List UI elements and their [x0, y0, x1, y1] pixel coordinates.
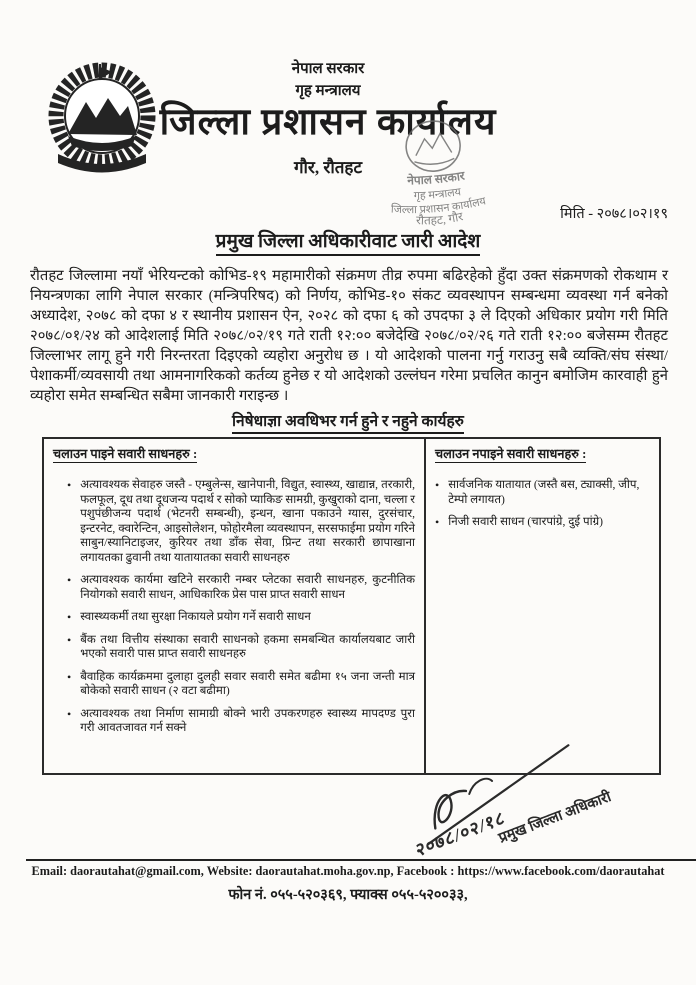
bullet-icon: •: [67, 669, 72, 684]
list-item: [435, 515, 650, 530]
stamp-line-government: नेपाल सरकार: [407, 168, 466, 188]
order-title-text: प्रमुख जिल्ला अधिकारीवाट जारी आदेश: [216, 231, 481, 256]
list-item: [53, 610, 415, 625]
bullet-icon: •: [67, 478, 72, 492]
svg-text:गृह मन्त्रालय: [413, 186, 463, 203]
list-item-text: अत्यावश्यक तथा निर्माण सामाग्री बोक्ने भारी उपकरणहरु स्वास्थ्य मापदण्ड पुरा गरी आवतजावत गर्न सक्ने: [80, 706, 415, 734]
bullet-icon: •: [67, 573, 72, 587]
bullet-icon: •: [435, 478, 440, 492]
stamp-line-office: जिल्ला प्रशासन कार्यालय: [390, 195, 488, 217]
list-item: [53, 670, 415, 699]
list-item-text: स्वास्थ्यकर्मी तथा सुरक्षा निकायले प्रयोग गर्ने सवारी साधन: [80, 610, 311, 623]
stamp-line-location: रौतहट, गौर: [415, 209, 465, 228]
office-round-stamp: [347, 111, 525, 247]
list-item-text: बैंक तथा वित्तीय संस्थाका सवारी साधनको हकमा समबन्धित कार्यालयबाट जारी भएको सवारी पास प्राप्त सवारी साधनहरु: [80, 632, 415, 660]
document-date: मिति - २०७८।०२।१९: [560, 206, 668, 222]
footer-phone-line: फोन नं. ०५५-५२०३६९, फ्याक्स ०५५-५२००३३,: [228, 887, 468, 903]
order-body-paragraph: रौतहट जिल्लामा नयाँ भेरियन्टको कोभिड-१९ महामारीको संक्रमण तीव्र रुपमा बढिरहेको हुँदा उक्त संक्रमणको रोकथाम र नियन्त्रणका लागि नेपाल सरकार (मन्त्रिपरिषद) को निर्णय, कोभिड-१० संकट व्यवस्थापन सम्बन्धमा व्यवस्था गर्न बनेको अध्यादेश, २०७८ को दफा ४ र स्थानीय प्रशासन ऐन, २०२८ को दफा ६ को उपदफा ३ ले दिएको अधिकार प्रयोग गरी मिति २०७८/०१/२४ को आदेशलाई मिति २०७८/०२/१९ गते राती १२:०० बजेदेखि २०७८/०२/२६ गते राती १२:०० बजेसम्म रौतहट जिल्लाभर लागू हुने गरी निरन्तरता दिइएको व्यहोरा अनुरोध छ । यो आदेशको पालना गर्नु गराउनु सबै व्यक्ति/संघ संस्था/पेशाकर्मी/व्यवसायी तथा आमनागरिकको कर्तव्य हुनेछ र यो आदेशको उल्लंघन गरेमा प्रचलित कानुन बमोजिम कारवाही हुने व्यहोरा समेत सम्बन्धित सबैमा जानकारी गराइन्छ ।: [30, 268, 668, 404]
list-item: [53, 633, 415, 662]
office-name: जिल्ला प्रशासन कार्यालय: [159, 102, 497, 143]
not-allowed-vehicles-list: [435, 478, 650, 530]
ministry-name: गृह मन्त्रालय: [295, 83, 361, 99]
signatory-title: प्रमुख जिल्ला अधिकारी: [496, 789, 614, 847]
order-title: [0, 227, 696, 253]
signature-date: २०७८/०२/१८: [413, 806, 507, 861]
footer-divider: [26, 859, 696, 861]
list-item-text: अत्यावश्यक कार्यमा खटिने सरकारी नम्बर प्लेटका सवारी साधनहरु, कुटनीतिक नियोगको सवारी साधन, आधिकारिक प्रेस पास प्राप्त सवारी साधन: [80, 573, 415, 601]
list-item-text: सार्वजनिक यातायात (जस्तै बस, ट्याक्सी, जीप, टेम्पो लगायत): [448, 478, 640, 506]
list-item-text: बैवाहिक कार्यक्रममा दुलाहा दुलही सवार सवारी समेत बढीमा १५ जना जन्ती मात्र बोकेको सवारी साधन (२ वटा बढीमा): [80, 669, 415, 697]
list-item: [53, 478, 415, 565]
list-item: [435, 478, 650, 507]
not-allowed-vehicles-header: [435, 444, 650, 462]
stamp-line-ministry: गृह मन्त्रालय: [413, 186, 462, 203]
bullet-icon: •: [67, 632, 72, 647]
bullet-icon: •: [67, 610, 72, 624]
list-item-text: निजी सवारी साधन (चारपांग्रे, दुई पांग्रे): [448, 515, 604, 528]
office-location: गौर, रौतहट: [293, 158, 363, 177]
allowed-vehicles-header-text: चलाउन पाइने सवारी साधनहरु :: [53, 447, 198, 461]
section-title-text: निषेधाज्ञा अवधिभर गर्न हुने र नहुने कार्यहरु: [232, 413, 464, 434]
allowed-vehicles-cell: [44, 439, 426, 773]
bullet-icon: •: [67, 706, 72, 721]
vehicles-table: [42, 437, 661, 775]
allowed-vehicles-list: [53, 478, 415, 736]
bullet-icon: •: [435, 515, 440, 529]
list-item-text: अत्यावश्यक सेवाहरु जस्तै - एम्बुलेन्स, खानेपानी, विद्युत, स्वास्थ्य, खाद्यान्न, तरकारी, फलफूल, दूध तथा दूधजन्य पदार्थ र सोको प्याकिङ सामग्री, कुखुराको दाना, चल्ला र पशुपंछीजन्य पदार्थ (भेटनरी सम्बन्धी), इन्धन, खाना पकाउने ग्यास, दुरसंचार, इन्टरनेट, क्वारेन्टिन, आइसोलेशन, फोहोरमैला व्यवस्थापन, सरसफाईमा प्रयोग गरिने साबुन/स्यानिटाइजर, कुरियर तथा डाँक सेवा, प्रिन्ट तथा सरकारी छापाखाना लगायतका ढुवानी तथा यातायातका सवारी साधनहरु: [80, 478, 415, 564]
government-name: नेपाल सरकार: [291, 61, 365, 77]
list-item: [53, 707, 415, 736]
section-title: [0, 409, 696, 431]
not-allowed-vehicles-header-text: चलाउन नपाइने सवारी साधनहरु :: [435, 447, 587, 461]
allowed-vehicles-header: [53, 444, 415, 462]
list-item: [53, 573, 415, 602]
footer-contact-line: Email: daorautahat@gmail.com, Website: daorautahat.moha.gov.np, Facebook : https://www.facebook.com/daorautahat: [31, 864, 665, 878]
